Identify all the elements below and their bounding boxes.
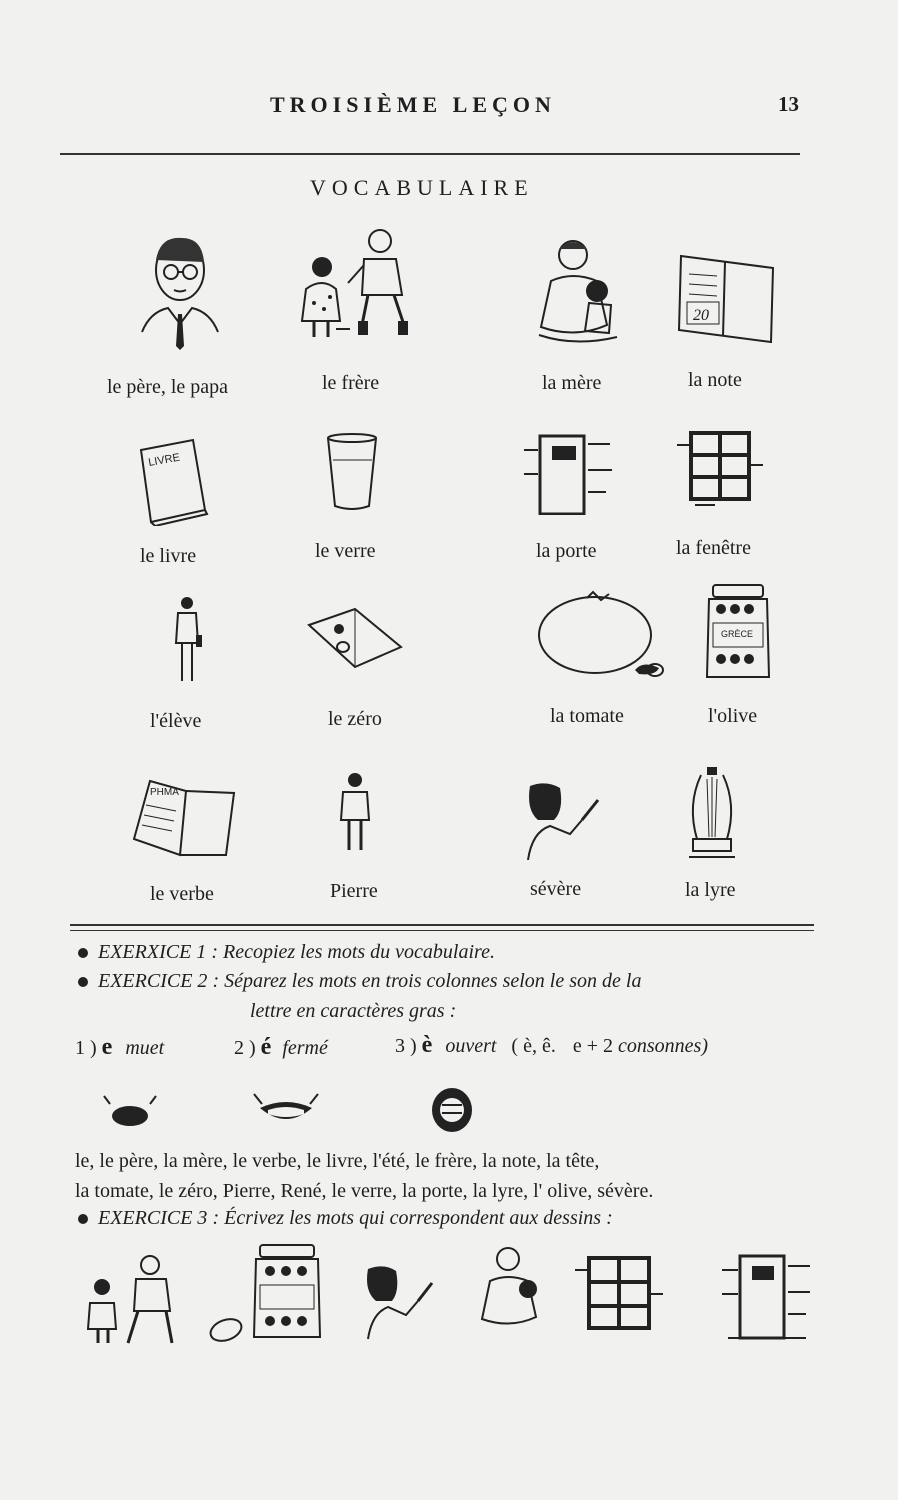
col3-word: ouvert [445, 1035, 497, 1057]
bullet-icon [78, 1214, 88, 1224]
bullet-icon [78, 977, 88, 987]
vocab-word: la mère [542, 372, 602, 394]
note-notebook-illustration [675, 250, 780, 345]
exercise-2-text: : Séparez les mots en trois colonnes selon le son de la [212, 970, 642, 992]
brother-illustration [292, 225, 420, 343]
pierre-illustration [335, 772, 375, 857]
word-list-line-2: la tomate, le zéro, Pierre, René, le verre, la porte, la lyre, l' olive, sévère. [75, 1180, 654, 1202]
vocab-word: le zéro [328, 708, 382, 730]
open-book-illustration [130, 775, 240, 860]
col2-word: fermé [282, 1037, 328, 1059]
col3-detail-b: e + 2 [572, 1035, 613, 1057]
col2-number: 2 ) [234, 1037, 256, 1059]
window-illustration [675, 425, 765, 510]
mother-drawing [478, 1245, 548, 1335]
vocab-word: le frère [322, 372, 380, 394]
note-number: 20 [693, 307, 709, 324]
open-mouth-icon [430, 1085, 475, 1135]
exercise-2 [78, 970, 641, 993]
vocab-word: le père, le papa [107, 376, 229, 398]
vocab-word: la porte [536, 540, 597, 562]
exercise-3 [78, 1207, 613, 1230]
exercise-2-text-continued: lettre en caractères gras : [250, 1000, 457, 1022]
book-cover-word: LIVRE [147, 451, 181, 469]
zero-notebook-illustration [305, 605, 405, 670]
exercise-1 [78, 941, 495, 964]
vocab-word: l'olive [708, 705, 758, 727]
vocab-word: Pierre [330, 880, 378, 902]
door-drawing [718, 1250, 813, 1340]
exercise-2-name: EXERCICE 2 [98, 970, 208, 992]
bullet-icon [78, 948, 88, 958]
olive-jar-drawing [250, 1243, 325, 1343]
vocab-word: la fenêtre [676, 537, 751, 559]
tomato-illustration [535, 590, 665, 685]
vocab-word: la lyre [685, 879, 736, 901]
sound-column-1 [75, 1034, 164, 1061]
page-number: 13 [778, 92, 799, 116]
section-rule [70, 930, 814, 931]
jar-label: GRÈCE [721, 629, 754, 639]
olive-drawing [206, 1316, 246, 1344]
vocab-word: sévère [530, 878, 582, 900]
exercise-3-name: EXERCICE 3 [98, 1207, 208, 1229]
col2-letter: é [260, 1034, 272, 1060]
col3-number: 3 ) [395, 1035, 417, 1057]
lyre-illustration [685, 765, 740, 865]
vocab-word: la note [688, 369, 742, 391]
col1-letter: e [101, 1034, 113, 1060]
brother-sister-drawing [82, 1255, 182, 1350]
col3-detail-c: consonnes) [618, 1035, 708, 1057]
closed-mouth-icon [100, 1090, 160, 1135]
olive-jar-illustration [703, 583, 773, 683]
severe-man-illustration [520, 780, 605, 860]
sound-column-2 [234, 1034, 328, 1061]
glass-illustration [325, 432, 380, 512]
pupil-illustration [170, 595, 205, 687]
mother-illustration [535, 235, 625, 350]
col3-letter: è [421, 1032, 433, 1058]
vocab-word: le livre [140, 545, 197, 567]
col3-detail-a: ( è, ê. [511, 1035, 556, 1057]
exercise-3-text: : Écrivez les mots qui correspondent aux dessins : [212, 1207, 613, 1229]
vocab-word: la tomate [550, 705, 624, 727]
book-illustration [135, 436, 210, 526]
vocab-word: le verre [315, 540, 376, 562]
word-list-line-1: le, le père, la mère, le verbe, le livre, l'été, le frère, la note, la tête, [75, 1150, 600, 1172]
open-book-word: PHMA [150, 787, 179, 798]
window-drawing [573, 1250, 665, 1338]
page-header-title: TROISIÈME LEÇON [270, 92, 556, 117]
vocab-word: le verbe [150, 883, 214, 905]
door-illustration [520, 430, 615, 515]
header-rule [60, 153, 800, 155]
smiling-mouth-icon [250, 1088, 322, 1133]
exercise-1-name: EXERXICE 1 [98, 941, 207, 963]
severe-man-drawing [362, 1265, 437, 1340]
sound-column-3 [395, 1032, 708, 1059]
father-illustration [140, 232, 220, 350]
col1-word: muet [125, 1037, 165, 1059]
section-rule [70, 924, 814, 926]
vocabulary-title: VOCABULAIRE [310, 175, 534, 200]
col1-number: 1 ) [75, 1037, 97, 1059]
exercise-1-text: : Recopiez les mots du vocabulaire. [211, 941, 495, 963]
vocab-word: l'élève [150, 710, 202, 732]
